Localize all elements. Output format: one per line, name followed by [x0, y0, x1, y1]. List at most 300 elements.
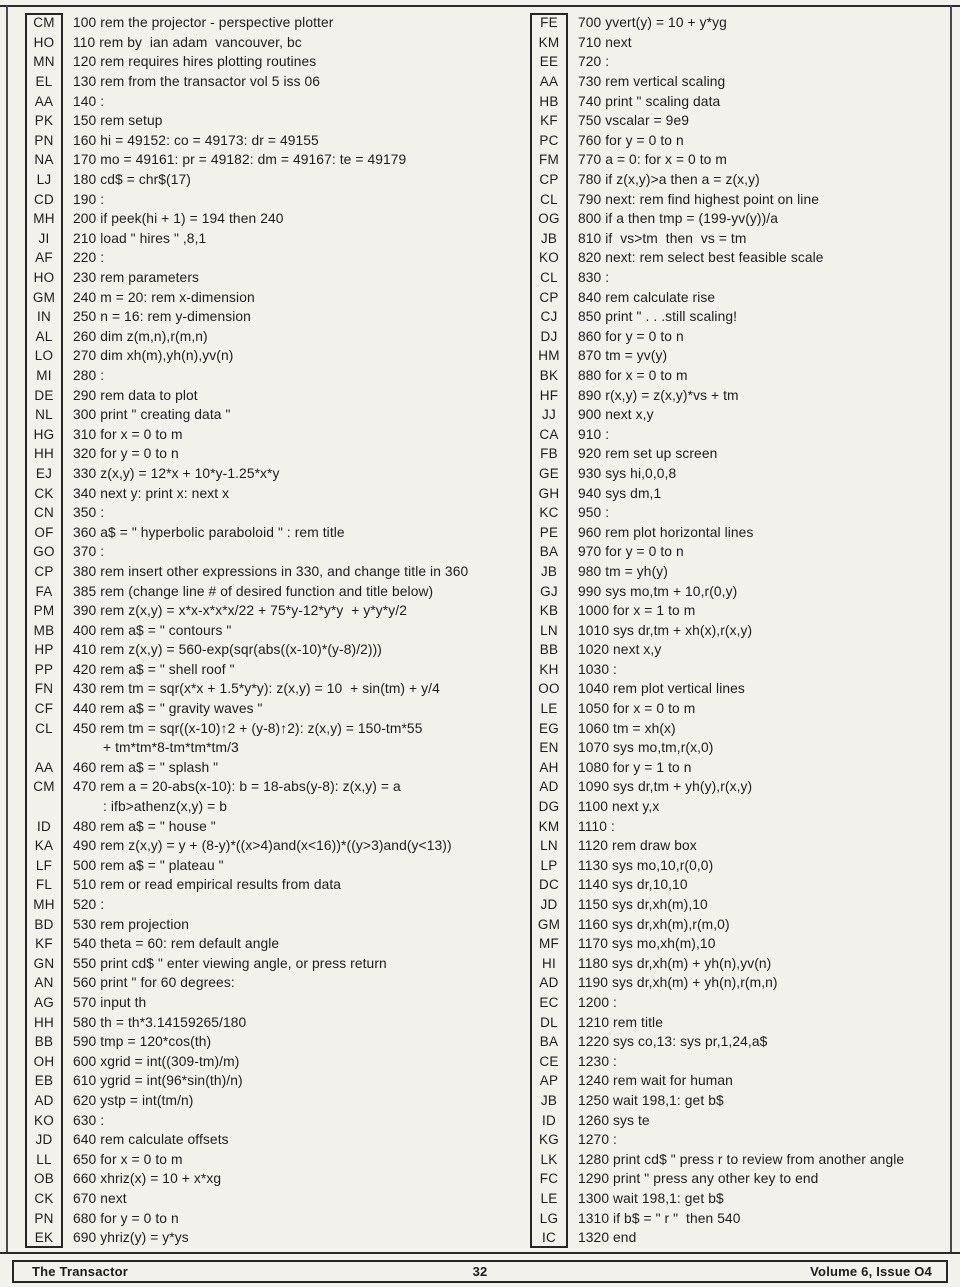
listing-row: [530, 836, 952, 856]
code-line-text: 1240 rem wait for human: [578, 1073, 733, 1089]
checksum-code: NL: [35, 407, 53, 423]
listing-row: [25, 33, 470, 53]
listing-row: [25, 1091, 470, 1111]
checksum-code: AL: [35, 328, 53, 344]
code-line-text: 310 for x = 0 to m: [73, 426, 183, 442]
checksum-code: JJ: [541, 407, 557, 423]
listing-row: [25, 503, 470, 523]
code-line-text: 1070 sys mo,tm,r(x,0): [578, 740, 714, 756]
listing-row: [25, 229, 470, 249]
code-line-text: 1170 sys mo,xh(m),10: [578, 936, 716, 952]
checksum-code: GM: [537, 916, 561, 932]
listing-row: [25, 993, 470, 1013]
listing-row: [530, 640, 952, 660]
code-line-text: 1270 :: [578, 1132, 617, 1148]
code-line-text: 1110 :: [578, 818, 615, 834]
code-line-text: 690 yhriz(y) = y*ys: [73, 1230, 189, 1246]
listing-row: [25, 797, 470, 817]
code-line-text: 1160 sys dr,xh(m),r(m,0): [578, 916, 730, 932]
code-line-text: 170 mo = 49161: pr = 49182: dm = 49167: te = 49179: [73, 152, 407, 168]
code-line-text: 880 for x = 0 to m: [578, 367, 688, 383]
listing-row: [25, 1012, 470, 1032]
checksum-code: AA: [34, 759, 54, 775]
checksum-code: DG: [538, 799, 560, 815]
code-line-text: 850 print " . . .still scaling!: [578, 309, 738, 325]
code-line-text: 370 :: [73, 544, 105, 560]
checksum-code: HI: [541, 955, 557, 971]
code-line-text: 710 next: [578, 34, 632, 50]
checksum-code: FB: [540, 446, 558, 462]
listing-row: [530, 150, 952, 170]
code-line-text: 1130 sys mo,10,r(0,0): [578, 857, 714, 873]
code-line-text: 910 :: [578, 426, 610, 442]
code-line-text: 1190 sys dr,xh(m) + yh(n),r(m,n): [578, 975, 778, 991]
listing-row: [530, 229, 952, 249]
code-line-text: 120 rem requires hires plotting routines: [73, 54, 317, 70]
checksum-code: GN: [33, 955, 55, 971]
code-line-text: 1030 :: [578, 661, 617, 677]
checksum-code: EK: [34, 1230, 54, 1246]
listing-row: [530, 366, 952, 386]
listing-row: [530, 934, 952, 954]
listing-row: [25, 620, 470, 640]
code-line-text: 490 rem z(x,y) = y + (8-y)*((x>4)and(x<16))*((y>3)and(y<13)): [73, 838, 452, 854]
checksum-code: CN: [33, 505, 55, 521]
checksum-code: HH: [33, 446, 55, 462]
code-line-text: 1230 :: [578, 1053, 617, 1069]
checksum-code: FN: [34, 681, 54, 697]
code-line-text: 420 rem a$ = " shell roof ": [73, 661, 235, 677]
listing-row: [530, 248, 952, 268]
code-line-text: 750 vscalar = 9e9: [578, 113, 689, 129]
code-line-text: 980 tm = yh(y): [578, 563, 668, 579]
listing-row: [530, 601, 952, 621]
checksum-code: PC: [539, 132, 559, 148]
listing-row: [25, 346, 470, 366]
checksum-code: LK: [540, 1151, 558, 1167]
listing-row: [25, 1110, 470, 1130]
checksum-code: EE: [539, 54, 559, 70]
listing-row: [530, 385, 952, 405]
code-line-text: 530 rem projection: [73, 916, 190, 932]
listing-row: [25, 581, 470, 601]
code-line-text: 385 rem (change line # of desired function and title below): [73, 583, 434, 599]
footer-issue: Volume 6, Issue O4: [810, 1264, 932, 1279]
code-line-text: 660 xhriz(x) = 10 + x*xg: [73, 1171, 222, 1187]
listing-row: [530, 679, 952, 699]
listing-row: [530, 1071, 952, 1091]
checksum-code: CL: [540, 270, 558, 286]
code-line-text: 150 rem setup: [73, 113, 163, 129]
top-rule: [0, 5, 960, 7]
checksum-code: OF: [34, 524, 54, 540]
code-line-text: 920 rem set up screen: [578, 446, 718, 462]
code-line-text: 440 rem a$ = " gravity waves ": [73, 701, 263, 717]
listing-row: [530, 91, 952, 111]
checksum-code: CP: [539, 289, 559, 305]
checksum-code: AA: [34, 93, 54, 109]
listing-row: [530, 797, 952, 817]
listing-row: [25, 444, 470, 464]
code-line-text: 720 :: [578, 54, 610, 70]
listing-row: [25, 542, 470, 562]
code-line-text: 180 cd$ = chr$(17): [73, 172, 191, 188]
checksum-code: GJ: [540, 583, 558, 599]
listing-row: [25, 895, 470, 915]
listing-row: [25, 464, 470, 484]
checksum-code: EN: [539, 740, 559, 756]
listing-row: [25, 973, 470, 993]
checksum-code: OG: [538, 211, 560, 227]
checksum-code: AP: [539, 1073, 559, 1089]
checksum-code: JD: [540, 897, 558, 913]
code-line-text: 560 print " for 60 degrees:: [73, 975, 235, 991]
code-line-text: 600 xgrid = int((309-tm)/m): [73, 1053, 240, 1069]
code-line-text: 1100 next y,x: [578, 799, 660, 815]
listing-row: [530, 327, 952, 347]
listing-row: [25, 777, 470, 797]
footer-journal-title: The Transactor: [32, 1264, 128, 1279]
checksum-code: PN: [34, 132, 54, 148]
checksum-code: KM: [538, 818, 560, 834]
code-line-text: 410 rem z(x,y) = 560-exp(sqr(abs((x-10)*(y-8)/2))): [73, 642, 382, 658]
code-line-text: 240 m = 20: rem x-dimension: [73, 289, 255, 305]
code-line-text: 940 sys dm,1: [578, 485, 662, 501]
listing-row: [530, 738, 952, 758]
listing-row: [530, 503, 952, 523]
checksum-code: HG: [33, 426, 55, 442]
code-line-text: 650 for x = 0 to m: [73, 1151, 183, 1167]
code-line-text: 790 next: rem find highest point on line: [578, 191, 819, 207]
checksum-code: FC: [539, 1171, 559, 1187]
code-line-text: 470 rem a = 20-abs(x-10): b = 18-abs(y-8): z(x,y) = a: [73, 779, 401, 795]
listing-row: [530, 1091, 952, 1111]
code-line-text: 1090 sys dr,tm + yh(y),r(x,y): [578, 779, 753, 795]
code-line-text: 570 input th: [73, 994, 147, 1010]
checksum-code: KB: [539, 603, 559, 619]
listing-row: [25, 1208, 470, 1228]
code-line-text: 340 next y: print x: next x: [73, 485, 230, 501]
code-line-text: 270 dim xh(m),yh(n),yv(n): [73, 348, 234, 364]
checksum-code: GO: [33, 544, 55, 560]
checksum-code: CM: [33, 779, 55, 795]
code-line-text: 730 rem vertical scaling: [578, 74, 726, 90]
checksum-code: CA: [539, 426, 559, 442]
listing-row: [530, 660, 952, 680]
checksum-code: MF: [538, 936, 560, 952]
checksum-code: LE: [540, 701, 558, 717]
listing-row: [530, 483, 952, 503]
checksum-code: KH: [539, 661, 559, 677]
listing-row: [530, 620, 952, 640]
listing-row: [530, 111, 952, 131]
listing-row: [25, 287, 470, 307]
listing-row: [25, 424, 470, 444]
footer-bar: [12, 1260, 948, 1283]
code-line-text: 700 yvert(y) = 10 + y*yg: [578, 15, 727, 31]
code-line-text: 1250 wait 198,1: get b$: [578, 1092, 724, 1108]
checksum-code: HF: [539, 387, 559, 403]
checksum-code: OH: [33, 1053, 55, 1069]
listing-row: [530, 13, 952, 33]
code-line-text: 870 tm = yv(y): [578, 348, 668, 364]
listing-row: [530, 189, 952, 209]
code-line-text: 990 sys mo,tm + 10,r(0,y): [578, 583, 738, 599]
listing-row: [25, 640, 470, 660]
listing-row: [25, 660, 470, 680]
code-line-text: 930 sys hi,0,0,8: [578, 465, 677, 481]
code-line-text: 1060 tm = xh(x): [578, 720, 676, 736]
listing-row: [25, 934, 470, 954]
code-line-text: 1040 rem plot vertical lines: [578, 681, 745, 697]
checksum-code: CK: [34, 485, 54, 501]
listing-column-left: [25, 13, 470, 1248]
code-line-text: 520 :: [73, 897, 105, 913]
code-line-text: 900 next x,y: [578, 407, 654, 423]
listing-row: [530, 1130, 952, 1150]
checksum-code: AG: [33, 994, 55, 1010]
checksum-code: BA: [539, 544, 559, 560]
code-line-text: 1300 wait 198,1: get b$: [578, 1190, 724, 1206]
code-line-text: 1150 sys dr,xh(m),10: [578, 897, 708, 913]
listing-row: [530, 1110, 952, 1130]
listing-row: [25, 914, 470, 934]
code-line-text: 260 dim z(m,n),r(m,n): [73, 328, 208, 344]
checksum-code: LN: [540, 838, 558, 854]
code-line-text: 350 :: [73, 505, 105, 521]
code-line-text: 1140 sys dr,10,10: [578, 877, 688, 893]
code-line-text: 540 theta = 60: rem default angle: [73, 936, 280, 952]
checksum-code: BA: [539, 1034, 559, 1050]
listing-row: [530, 464, 952, 484]
checksum-code: FM: [538, 152, 560, 168]
listing-row: [25, 1130, 470, 1150]
listing-column-right: [530, 13, 952, 1248]
checksum-code: MN: [33, 54, 55, 70]
checksum-code: LN: [540, 622, 558, 638]
checksum-code: EL: [35, 74, 53, 90]
checksum-code: KM: [538, 34, 560, 50]
checksum-code: MB: [33, 622, 55, 638]
checksum-code: AA: [539, 74, 559, 90]
listing-row: [25, 150, 470, 170]
code-line-text: 840 rem calculate rise: [578, 289, 716, 305]
listing-row: [25, 170, 470, 190]
listing-row: [530, 718, 952, 738]
code-line-text: 550 print cd$ " enter viewing angle, or press return: [73, 955, 387, 971]
code-line-text: 950 :: [578, 505, 610, 521]
listing-row: [25, 131, 470, 151]
checksum-code: NA: [34, 152, 54, 168]
checksum-code: HO: [33, 34, 55, 50]
listing-row: [25, 699, 470, 719]
checksum-code: CP: [34, 563, 54, 579]
listing-row: [530, 954, 952, 974]
listing-row: [530, 993, 952, 1013]
code-line-text: 140 :: [73, 93, 105, 109]
listing-row: [25, 601, 470, 621]
code-line-text: 250 n = 16: rem y-dimension: [73, 309, 251, 325]
checksum-code: LP: [540, 857, 558, 873]
listing-row: [530, 170, 952, 190]
listing-row: [530, 895, 952, 915]
checksum-code: LE: [540, 1190, 558, 1206]
checksum-code: CM: [33, 15, 55, 31]
code-line-text: 680 for y = 0 to n: [73, 1210, 179, 1226]
code-line-text: 220 :: [73, 250, 105, 266]
listing-row: [25, 13, 470, 33]
checksum-code: AD: [539, 779, 559, 795]
code-line-text: 740 print " scaling data: [578, 93, 721, 109]
code-line-text: 390 rem z(x,y) = x*x-x*x*x/22 + 75*y-12*y*y + y*y*y/2: [73, 603, 407, 619]
checksum-code: HP: [34, 642, 54, 658]
listing-row: [530, 1012, 952, 1032]
listing-row: [530, 52, 952, 72]
checksum-code: HM: [538, 348, 560, 364]
checksum-code: FA: [35, 583, 53, 599]
code-line-text: 1120 rem draw box: [578, 838, 697, 854]
code-line-text: 630 :: [73, 1112, 105, 1128]
code-line-text: 500 rem a$ = " plateau ": [73, 857, 224, 873]
listing-row: [530, 1169, 952, 1189]
code-line-text: 1080 for y = 1 to n: [578, 759, 692, 775]
checksum-code: BB: [539, 642, 559, 658]
code-line-text: 810 if vs>tm then vs = tm: [578, 230, 747, 246]
listing-row: [25, 483, 470, 503]
code-line-text: 580 th = th*3.14159265/180: [73, 1014, 247, 1030]
checksum-code: IN: [36, 309, 52, 325]
checksum-code: HO: [33, 270, 55, 286]
listing-row: [530, 777, 952, 797]
listing-row: [530, 1228, 952, 1248]
listing-row: [25, 758, 470, 778]
checksum-code: JD: [35, 1132, 53, 1148]
checksum-code: AD: [539, 975, 559, 991]
code-line-text: 970 for y = 0 to n: [578, 544, 684, 560]
listing-row: [25, 209, 470, 229]
code-line-text: 1200 :: [578, 994, 617, 1010]
code-line-text: 280 :: [73, 367, 105, 383]
code-line-text: 430 rem tm = sqr(x*x + 1.5*y*y): z(x,y) = 10 + sin(tm) + y/4: [73, 681, 440, 697]
code-line-text: 230 rem parameters: [73, 270, 200, 286]
code-line-text: 610 ygrid = int(96*sin(th)/n): [73, 1073, 243, 1089]
code-line-text: 1020 next x,y: [578, 642, 662, 658]
code-line-text: 1220 sys co,13: sys pr,1,24,a$: [578, 1034, 768, 1050]
checksum-code: GM: [32, 289, 56, 305]
left-page-border: [6, 5, 8, 1254]
code-line-text: 960 rem plot horizontal lines: [578, 524, 754, 540]
code-line-text: 890 r(x,y) = z(x,y)*vs + tm: [578, 387, 739, 403]
code-line-text: 830 :: [578, 270, 610, 286]
listing-row: [25, 875, 470, 895]
checksum-code: CL: [35, 720, 53, 736]
checksum-code: KF: [540, 113, 558, 129]
checksum-code: JB: [540, 230, 558, 246]
listing-row: [25, 1228, 470, 1248]
listing-row: [25, 52, 470, 72]
checksum-code: AF: [35, 250, 53, 266]
checksum-code: IC: [541, 1230, 557, 1246]
listing-row: [25, 1149, 470, 1169]
checksum-code: EB: [34, 1073, 54, 1089]
code-line-text: 300 print " creating data ": [73, 407, 231, 423]
checksum-code: PK: [34, 113, 54, 129]
listing-row: [530, 307, 952, 327]
listing-row: [530, 562, 952, 582]
code-line-text: 1290 print " press any other key to end: [578, 1171, 819, 1187]
checksum-code: KO: [538, 250, 560, 266]
code-line-text: 590 tmp = 120*cos(th): [73, 1034, 212, 1050]
checksum-code: KA: [34, 838, 54, 854]
checksum-code: JI: [38, 230, 50, 246]
listing-row: [530, 973, 952, 993]
checksum-code: LF: [35, 857, 53, 873]
checksum-code: CL: [540, 191, 558, 207]
checksum-code: ID: [36, 818, 52, 834]
listing-row: [25, 738, 470, 758]
checksum-code: CJ: [540, 309, 558, 325]
code-line-text: 400 rem a$ = " contours ": [73, 622, 232, 638]
checksum-code: GH: [538, 485, 560, 501]
code-line-text: 620 ystp = int(tm/n): [73, 1092, 194, 1108]
listing-row: [530, 131, 952, 151]
checksum-code: AD: [34, 1092, 54, 1108]
checksum-code: MH: [33, 211, 55, 227]
checksum-code: MI: [36, 367, 52, 383]
listing-row: [25, 111, 470, 131]
checksum-code: BB: [34, 1034, 54, 1050]
checksum-code: EC: [539, 994, 559, 1010]
checksum-code: OO: [538, 681, 560, 697]
listing-row: [530, 33, 952, 53]
checksum-code: PN: [34, 1210, 54, 1226]
listing-row: [25, 954, 470, 974]
listing-row: [25, 856, 470, 876]
checksum-code: KG: [538, 1132, 560, 1148]
listing-row: [25, 72, 470, 92]
checksum-code: DC: [538, 877, 560, 893]
listing-row: [25, 718, 470, 738]
code-line-text: 820 next: rem select best feasible scale: [578, 250, 824, 266]
listing-row: [530, 405, 952, 425]
listing-row: [25, 91, 470, 111]
footer-page-number: 32: [472, 1264, 488, 1279]
code-line-text: 1280 print cd$ " press r to review from another angle: [578, 1151, 905, 1167]
checksum-code: KF: [35, 936, 53, 952]
listing-row: [25, 522, 470, 542]
checksum-code: KC: [539, 505, 559, 521]
checksum-code: CD: [33, 191, 55, 207]
checksum-code: CK: [34, 1190, 54, 1206]
checksum-code: DJ: [540, 328, 558, 344]
code-line-text: 100 rem the projector - perspective plotter: [73, 15, 334, 31]
checksum-code: EG: [538, 720, 560, 736]
checksum-code: LG: [539, 1210, 559, 1226]
checksum-code: HH: [33, 1014, 55, 1030]
code-line-text: 130 rem from the transactor vol 5 iss 06: [73, 74, 321, 90]
code-line-text: 330 z(x,y) = 12*x + 10*y-1.25*x*y: [73, 465, 280, 481]
listing-row: [530, 1051, 952, 1071]
listing-row: [530, 1208, 952, 1228]
code-line-text: 480 rem a$ = " house ": [73, 818, 216, 834]
listing-row: [530, 209, 952, 229]
listing-rows: [25, 13, 470, 1248]
code-line-text: 760 for y = 0 to n: [578, 132, 684, 148]
checksum-code: AN: [34, 975, 54, 991]
checksum-code: GE: [538, 465, 560, 481]
code-line-text: + tm*tm*8-tm*tm*tm/3: [103, 740, 239, 756]
code-line-text: 1180 sys dr,xh(m) + yh(n),yv(n): [578, 955, 772, 971]
